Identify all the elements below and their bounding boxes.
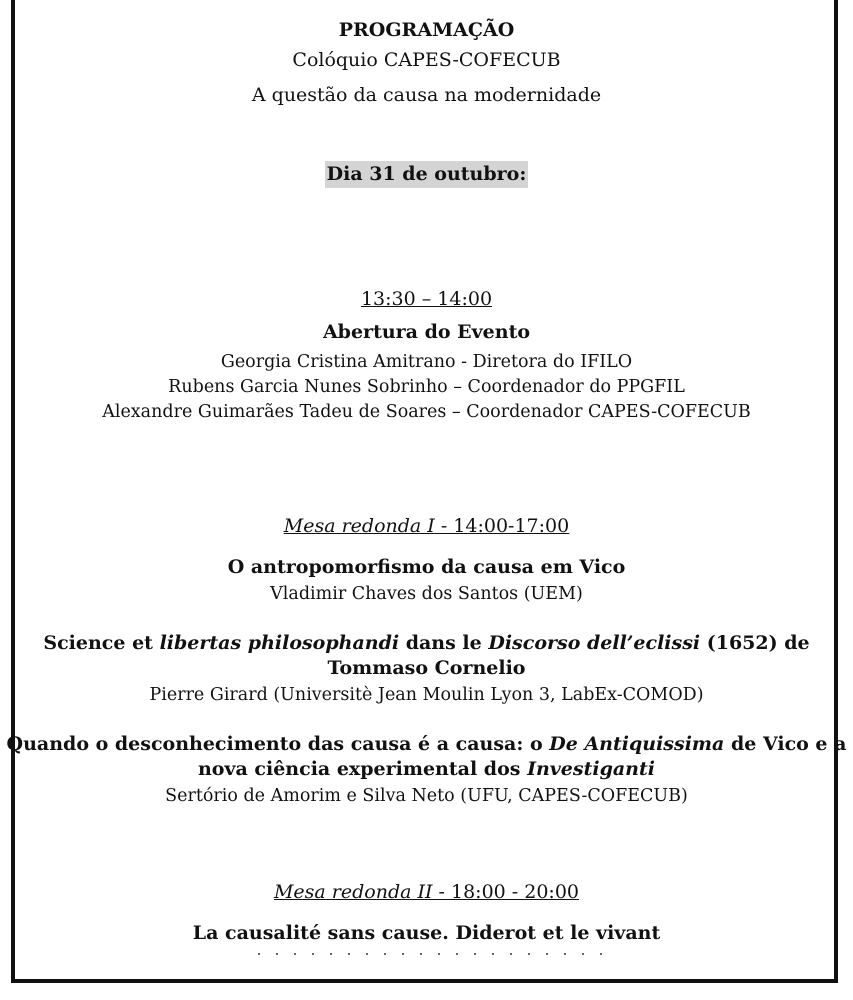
talk-title-part: dans le <box>399 632 489 654</box>
talk-title-part: de Vico e a <box>724 733 847 755</box>
talk-title-part: (1652) de <box>700 632 810 654</box>
day-label: Dia 31 de outubro: <box>325 161 529 188</box>
talk-title <box>0 732 853 756</box>
talk-title-cont <box>0 757 853 781</box>
event-name: Colóquio CAPES-COFECUB <box>292 49 561 71</box>
talk-title-italic: libertas philosophandi <box>159 632 400 654</box>
opening-time <box>0 287 853 311</box>
mesa1-heading <box>0 514 853 538</box>
opening-speaker: Alexandre Guimarães Tadeu de Soares – Coordenador CAPES-COFECUB <box>102 402 751 422</box>
event-theme: A questão da causa na modernidade <box>251 84 602 106</box>
mesa1-label: Mesa redonda I <box>283 515 435 537</box>
page-title: PROGRAMAÇÃO <box>338 19 515 41</box>
mesa2-time: - 18:00 - 20:00 <box>432 881 580 903</box>
opening-time-label: 13:30 – 14:00 <box>360 288 493 310</box>
talk-title: O antropomorfismo da causa em Vico <box>227 556 626 578</box>
talk-speaker: Vladimir Chaves dos Santos (UEM) <box>270 584 583 604</box>
talk-speaker: Pierre Girard (Universitè Jean Moulin Lyon 3, LabEx-COMOD) <box>149 685 704 705</box>
talk-speaker: Sertório de Amorim e Silva Neto (UFU, CAPES-COFECUB) <box>165 786 688 806</box>
opening-speaker: Rubens Garcia Nunes Sobrinho – Coordenador do PPGFIL <box>168 377 685 397</box>
talk-title <box>0 631 853 655</box>
talk-title-italic: Discorso dell’eclissi <box>488 632 701 654</box>
opening-title: Abertura do Evento <box>322 321 531 343</box>
talk-title-italic: Investiganti <box>527 758 655 780</box>
cut-off-text-remnant <box>0 951 853 957</box>
mesa1-time-line <box>284 515 569 537</box>
talk-title-part: Quando o desconhecimento das causa é a causa: o <box>6 733 550 755</box>
mesa2-time-line <box>274 881 579 903</box>
talk-title: La causalité sans cause. Diderot et le vivant <box>192 922 661 944</box>
opening-speaker: Georgia Cristina Amitrano - Diretora do IFILO <box>220 352 633 372</box>
talk-title-cont: Tommaso Cornelio <box>327 657 526 679</box>
day-heading <box>0 162 853 186</box>
cut-off-speaker-line <box>250 951 610 957</box>
talk-title-part: nova ciência experimental dos <box>197 758 528 780</box>
mesa2-heading <box>0 880 853 904</box>
page-border <box>11 0 838 983</box>
talk-title-part: Science et <box>43 632 160 654</box>
mesa1-time: - 14:00-17:00 <box>434 515 570 537</box>
talk-title-italic: De Antiquissima <box>549 733 725 755</box>
mesa2-label: Mesa redonda II <box>273 881 433 903</box>
